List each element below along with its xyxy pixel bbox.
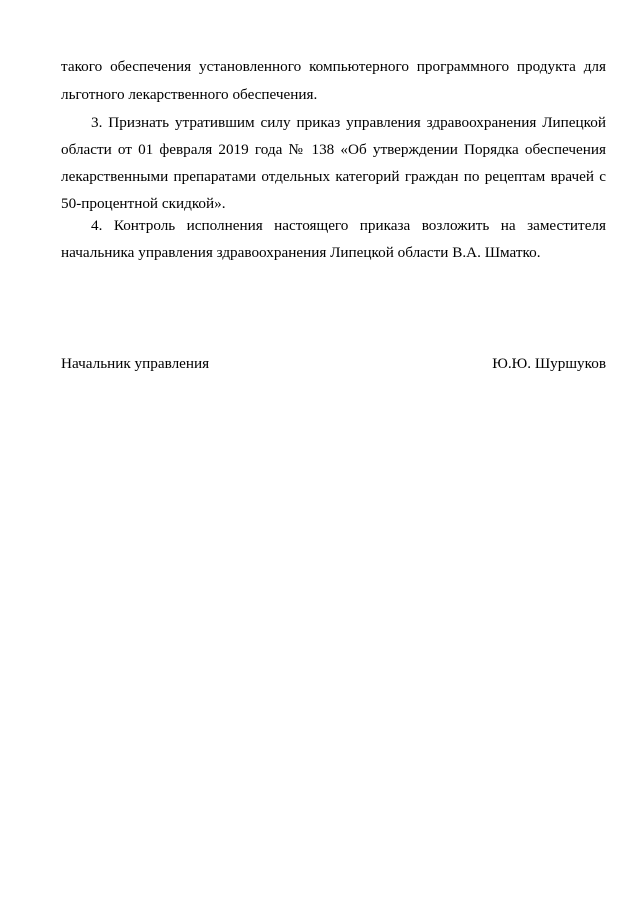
item-4-line: 4. Контроль исполнения настоящего приказа возложить на заместителя [91, 217, 606, 234]
signature-position: Начальник управления [61, 355, 210, 372]
paragraph-line: такого обеспечения установленного компьютерного программного продукта для [61, 58, 606, 75]
item-3-line: 50-процентной скидкой». [61, 195, 226, 212]
item-3-line: 3. Признать утратившим силу приказ управления здравоохранения Липецкой [91, 114, 606, 131]
item-4-line: начальника управления здравоохранения Липецкой области В.А. Шматко. [61, 244, 541, 261]
paragraph-line: льготного лекарственного обеспечения. [61, 86, 318, 103]
item-3-line: лекарственными препаратами отдельных категорий граждан по рецептам врачей с [61, 168, 606, 185]
signature-name: Ю.Ю. Шуршуков [492, 355, 606, 372]
item-3-line: области от 01 февраля 2019 года № 138 «Об утверждении Порядка обеспечения [61, 141, 606, 158]
